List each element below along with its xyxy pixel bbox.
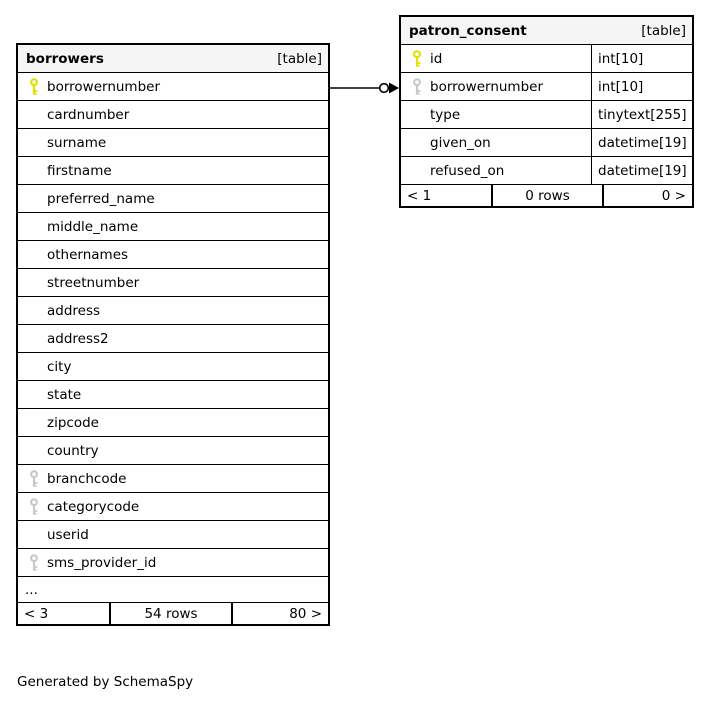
- column-name: surname: [47, 134, 107, 151]
- column-name-cell: [18, 549, 328, 576]
- column-type: int[10]: [591, 45, 692, 72]
- column-row-id: [401, 45, 692, 73]
- column-row-refused_on: [401, 157, 692, 185]
- column-row-borrowernumber: [18, 73, 328, 101]
- column-name: address2: [47, 330, 109, 347]
- column-name: cardnumber: [47, 106, 130, 123]
- footer-row-count: 54 rows: [111, 603, 233, 624]
- table-tag: [table]: [277, 50, 322, 67]
- footer-parent-count: < 1: [401, 185, 493, 206]
- column-row-userid: [18, 521, 328, 549]
- column-name-cell: [18, 437, 328, 464]
- column-name: zipcode: [47, 414, 99, 431]
- column-name: userid: [47, 526, 89, 543]
- table-tag: [table]: [641, 22, 686, 39]
- column-name-cell: [18, 101, 328, 128]
- column-name: city: [47, 358, 72, 375]
- column-row-categorycode: [18, 493, 328, 521]
- primary-key-icon: [411, 50, 423, 68]
- more-columns-indicator: ...: [18, 577, 328, 603]
- column-name: country: [47, 442, 99, 459]
- column-name: type: [430, 106, 461, 123]
- table-name-link[interactable]: borrowers: [26, 50, 104, 67]
- column-type: datetime[19]: [591, 129, 692, 156]
- column-name: borrowernumber: [430, 78, 544, 95]
- column-name: id: [430, 50, 443, 67]
- column-name-cell: [18, 241, 328, 268]
- column-name-cell: [18, 185, 328, 212]
- column-name: sms_provider_id: [47, 554, 157, 571]
- column-name: preferred_name: [47, 190, 155, 207]
- table-header-borrowers: [18, 45, 328, 73]
- foreign-key-icon: [28, 470, 40, 488]
- column-row-surname: [18, 129, 328, 157]
- column-name-cell: [18, 213, 328, 240]
- table-borrowers: [16, 43, 330, 626]
- column-row-city: [18, 353, 328, 381]
- column-name-cell: [18, 325, 328, 352]
- column-name-cell: [401, 101, 591, 128]
- foreign-key-icon: [28, 498, 40, 516]
- column-row-streetnumber: [18, 269, 328, 297]
- table-header-patron-consent: [401, 17, 692, 45]
- table-footer: [401, 185, 692, 206]
- column-name-cell: [18, 157, 328, 184]
- column-name-cell: [18, 465, 328, 492]
- footer-child-count: 0 >: [661, 187, 686, 204]
- column-row-middle_name: [18, 213, 328, 241]
- fk-relationship-connector: [330, 78, 399, 98]
- column-row-cardnumber: [18, 101, 328, 129]
- column-row-zipcode: [18, 409, 328, 437]
- column-name: borrowernumber: [47, 78, 161, 95]
- column-name-cell: [401, 129, 591, 156]
- table-patron-consent: [399, 15, 694, 208]
- column-row-firstname: [18, 157, 328, 185]
- column-row-address: [18, 297, 328, 325]
- table-name-link[interactable]: patron_consent: [409, 22, 527, 39]
- column-name-cell: [401, 45, 591, 72]
- column-name-cell: [18, 297, 328, 324]
- column-name-cell: [18, 353, 328, 380]
- column-row-branchcode: [18, 465, 328, 493]
- foreign-key-icon: [411, 78, 423, 96]
- column-row-state: [18, 381, 328, 409]
- column-row-sms_provider_id: [18, 549, 328, 577]
- table-footer: [18, 603, 328, 624]
- column-row-othernames: [18, 241, 328, 269]
- column-row-address2: [18, 325, 328, 353]
- column-row-country: [18, 437, 328, 465]
- column-row-borrowernumber: [401, 73, 692, 101]
- column-name: streetnumber: [47, 274, 140, 291]
- relationship-circle-endpoint: [380, 84, 389, 93]
- generator-credit: Generated by SchemaSpy: [17, 674, 194, 690]
- column-name: firstname: [47, 162, 112, 179]
- foreign-key-icon: [28, 554, 40, 572]
- column-name: given_on: [430, 134, 491, 151]
- column-name: state: [47, 386, 82, 403]
- relationship-arrowhead: [389, 83, 399, 94]
- footer-row-count: 0 rows: [493, 185, 604, 206]
- footer-parent-count: < 3: [18, 603, 111, 624]
- column-name-cell: [18, 409, 328, 436]
- column-type: int[10]: [591, 73, 692, 100]
- column-name-cell: [401, 73, 591, 100]
- column-name: branchcode: [47, 470, 127, 487]
- column-name: middle_name: [47, 218, 139, 235]
- column-name-cell: [18, 521, 328, 548]
- column-name: categorycode: [47, 498, 140, 515]
- primary-key-icon: [28, 78, 40, 96]
- column-name-cell: [18, 73, 328, 100]
- column-name: address: [47, 302, 101, 319]
- column-name-cell: [18, 129, 328, 156]
- column-type: tinytext[255]: [591, 101, 692, 128]
- column-row-given_on: [401, 129, 692, 157]
- column-type: datetime[19]: [591, 157, 692, 184]
- column-name-cell: [401, 157, 591, 184]
- column-name: refused_on: [430, 162, 505, 179]
- footer-child-count: 80 >: [289, 605, 322, 622]
- column-name-cell: [18, 269, 328, 296]
- column-name: othernames: [47, 246, 129, 263]
- column-name-cell: [18, 493, 328, 520]
- column-row-type: [401, 101, 692, 129]
- column-name-cell: [18, 381, 328, 408]
- column-row-preferred_name: [18, 185, 328, 213]
